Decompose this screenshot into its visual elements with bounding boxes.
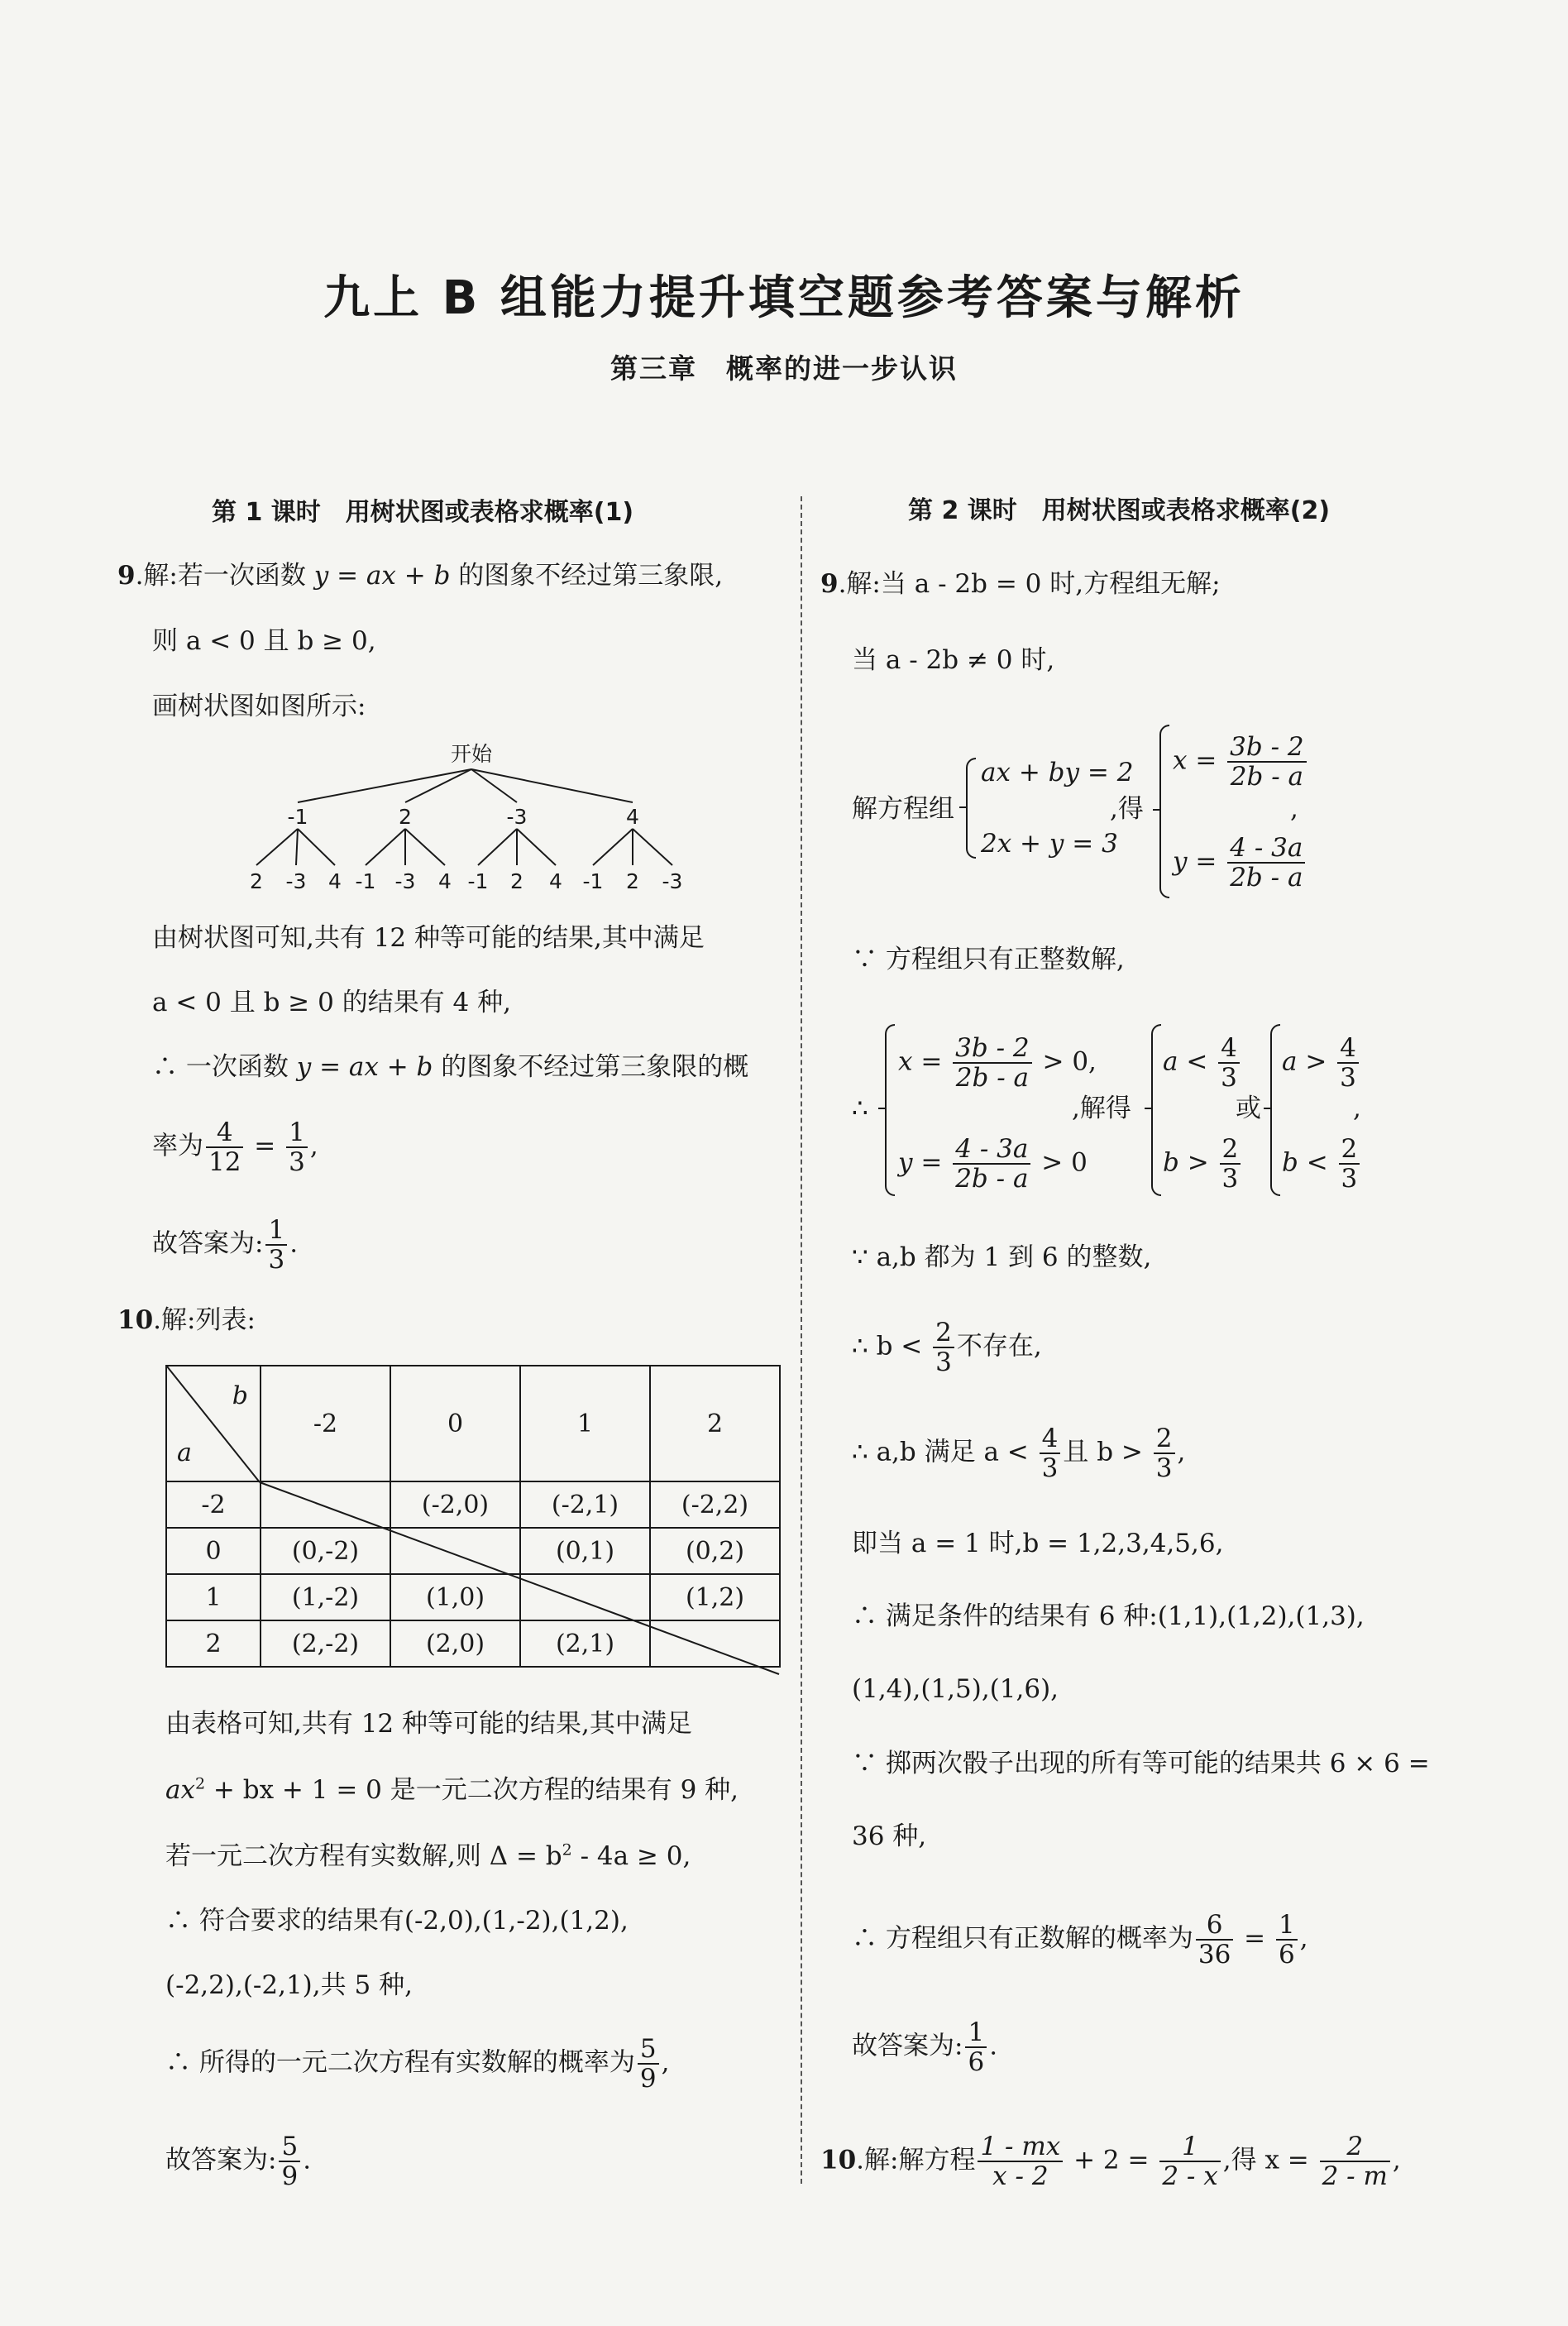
text: ,	[1353, 1094, 1361, 1123]
right-q9-line14	[852, 1911, 1308, 1969]
text: ∴	[852, 1094, 868, 1123]
left-q9-line5: a < 0 且 b ≥ 0 的结果有 4 种,	[152, 988, 511, 1017]
left-q10-line8	[165, 2132, 311, 2190]
case-1-a: a < $\frac{4}{3}$	[1163, 1034, 1242, 1092]
text: =	[246, 1131, 284, 1161]
fraction: $\frac{1}{6}$	[965, 2018, 987, 2076]
tree-node-l1: -3	[506, 805, 528, 829]
right-q9-line12: ∵ 掷两次骰子出现的所有等可能的结果共 6 × 6 =	[852, 1749, 1430, 1778]
text: 故答案为:	[152, 1228, 264, 1259]
table-cell: (1,-2)	[261, 1574, 390, 1620]
table-row-header: -2	[166, 1481, 261, 1528]
chapter-title: 第三章 概率的进一步认识	[610, 352, 958, 385]
question-number: 9	[820, 569, 839, 599]
left-brace	[1270, 1024, 1280, 1196]
left-section-title: 第 1 课时 用树状图或表格求概率(1)	[212, 498, 634, 527]
right-q9-line15	[852, 2018, 997, 2076]
fraction: $\frac{1}{6}$	[1276, 1911, 1298, 1969]
right-q9-line6: ∵ a,b 都为 1 到 6 的整数,	[852, 1242, 1152, 1272]
formula: y = ax + b	[313, 561, 451, 591]
left-q10-line6: (-2,2),(-2,1),共 5 种,	[165, 1970, 413, 2000]
text: ∴ 一次函数	[152, 1052, 297, 1082]
equation: ax + by = 2	[981, 758, 1134, 787]
text: ,	[1392, 2145, 1401, 2175]
fraction: $\frac{1}{3}$	[286, 1118, 308, 1176]
table-col-header: -2	[261, 1366, 390, 1481]
right-q9-line8	[852, 1424, 1185, 1482]
solution-y: y = $\frac{4 - 3a}{2b - a}$	[1173, 834, 1307, 892]
right-section-title: 第 2 课时 用树状图或表格求概率(2)	[908, 496, 1331, 525]
left-q9-line3: 画树状图如图所示:	[152, 692, 366, 721]
text: .解:当 a - 2b = 0 时,方程组无解;	[838, 569, 1221, 599]
tree-node-l1: 2	[399, 805, 412, 829]
text: ,	[309, 1131, 318, 1161]
right-q9-line3-label: 解方程组	[852, 794, 954, 824]
text: ,	[1299, 1923, 1308, 1954]
text: ,	[1177, 1437, 1186, 1467]
table-cell: (-2,0)	[390, 1481, 520, 1528]
formula: ax	[165, 1775, 195, 1805]
tree-leaf: -1	[355, 869, 376, 893]
fraction: $\frac{5}{9}$	[279, 2132, 300, 2190]
table-cell: (0,2)	[650, 1528, 780, 1574]
right-q9-line10: ∴ 满足条件的结果有 6 种:(1,1),(1,2),(1,3),	[852, 1601, 1365, 1631]
left-q10-line7	[165, 2035, 669, 2093]
text: 的图象不经过第三象限的概	[433, 1052, 749, 1082]
fraction: $\frac{4}{12}$	[206, 1118, 243, 1176]
table-cell: (2,-2)	[261, 1620, 390, 1667]
right-q9-line9: 即当 a = 1 时,b = 1,2,3,4,5,6,	[852, 1529, 1224, 1558]
table-diagonals	[165, 1365, 781, 1676]
text: - 4a ≥ 0,	[571, 1841, 691, 1871]
right-q9-line11: (1,4),(1,5),(1,6),	[852, 1674, 1059, 1704]
text: .解:列表:	[153, 1305, 256, 1335]
text: .	[989, 2031, 998, 2061]
left-brace	[1151, 1024, 1161, 1196]
tree-leaf: -1	[582, 869, 604, 893]
right-q10-line1	[820, 2132, 1401, 2190]
inequality-x: x = $\frac{3b - 2}{2b - a}$ > 0,	[898, 1033, 1097, 1094]
table-cell: (-2,2)	[650, 1481, 780, 1528]
formula: y = ax + b	[296, 1052, 433, 1082]
question-number: 10	[117, 1305, 154, 1335]
text: + bx + 1 = 0 是一元二次方程的结果有 9 种,	[205, 1775, 739, 1805]
case-1-b: b > $\frac{2}{3}$	[1163, 1135, 1243, 1193]
brace-point	[878, 1108, 885, 1109]
table-cell: (2,1)	[520, 1620, 650, 1667]
text: 的图象不经过第三象限,	[450, 561, 724, 591]
text: .解:解方程	[856, 2145, 976, 2175]
left-q9-line4: 由树状图可知,共有 12 种等可能的结果,其中满足	[152, 923, 705, 953]
case-2-b: b < $\frac{2}{3}$	[1282, 1135, 1362, 1193]
text: =	[1236, 1923, 1274, 1954]
text: .	[289, 1228, 299, 1259]
table-cell: (1,0)	[390, 1574, 520, 1620]
table-col-header: 2	[650, 1366, 780, 1481]
corner-a: a	[177, 1438, 192, 1467]
left-q10-line5: ∴ 符合要求的结果有(-2,0),(1,-2),(1,2),	[165, 1906, 629, 1936]
brace-point	[1264, 1108, 1270, 1109]
right-q9-line4: ∵ 方程组只有正整数解,	[852, 945, 1125, 974]
tree-node-l1: 4	[626, 805, 639, 829]
tree-leaf: 4	[328, 869, 342, 893]
fraction: $\frac{2}{3}$	[1154, 1424, 1175, 1482]
table-cell: (0,1)	[520, 1528, 650, 1574]
column-divider	[801, 496, 802, 2184]
text: ,	[661, 2047, 670, 2078]
text: 或	[1236, 1094, 1261, 1123]
text: .解:若一次函数	[135, 561, 314, 591]
tree-node-l1: -1	[287, 805, 308, 829]
table-cell: (-2,1)	[520, 1481, 650, 1528]
tree-leaf: 2	[510, 869, 523, 893]
tree-leaf: 2	[250, 869, 263, 893]
fraction: $\frac{4}{3}$	[1040, 1424, 1061, 1482]
left-brace	[1159, 725, 1169, 898]
fraction: $\frac{1}{3}$	[265, 1216, 287, 1274]
exponent: 2	[194, 1774, 206, 1793]
table-cell: (1,2)	[650, 1574, 780, 1620]
text: 故答案为:	[852, 2031, 963, 2061]
text: 率为	[152, 1131, 203, 1161]
left-brace	[966, 758, 976, 859]
table-row-header: 1	[166, 1574, 261, 1620]
text: 若一元二次方程有实数解,则 Δ = b	[165, 1841, 562, 1871]
tree-leaf: 4	[438, 869, 452, 893]
text: 且 b >	[1063, 1437, 1151, 1467]
equation: 2x + y = 3	[981, 829, 1118, 859]
fraction: $\frac{2}{2 - m}$	[1320, 2132, 1390, 2190]
brace-point	[1153, 809, 1159, 811]
tree-leaf: 4	[549, 869, 562, 893]
text: .	[303, 2145, 312, 2175]
fraction: $\frac{5}{9}$	[638, 2035, 659, 2093]
text: ,得	[1110, 794, 1144, 824]
text: + 2 =	[1065, 2145, 1158, 2175]
case-2-a: a > $\frac{4}{3}$	[1282, 1034, 1361, 1092]
tree-leaf: 2	[626, 869, 639, 893]
corner-b: b	[232, 1381, 248, 1410]
brace-point	[959, 806, 966, 808]
left-brace	[885, 1024, 895, 1196]
tree-diagram	[232, 735, 728, 900]
text: ∴ b <	[852, 1331, 931, 1362]
question-number: 10	[820, 2145, 857, 2175]
table-row-header: 2	[166, 1620, 261, 1667]
fraction: $\frac{1 - mx}{x - 2}$	[978, 2132, 1063, 2190]
question-number: 9	[117, 561, 136, 591]
table-col-header: 0	[390, 1366, 520, 1481]
text: ∴ 方程组只有正数解的概率为	[852, 1923, 1193, 1954]
brace-point	[1145, 1108, 1151, 1109]
left-q9-line6	[152, 1051, 748, 1084]
left-q10-line4	[165, 1840, 691, 1873]
left-q9-line8	[152, 1216, 298, 1274]
tree-root: 开始	[450, 742, 493, 766]
left-q9-line7	[152, 1118, 318, 1176]
tree-leaf: -1	[467, 869, 489, 893]
fraction: $\frac{6}{36}$	[1196, 1911, 1233, 1969]
fraction: $\frac{2}{3}$	[933, 1319, 954, 1376]
solution-x: x = $\frac{3b - 2}{2b - a}$	[1173, 733, 1309, 791]
table-cell: (2,0)	[390, 1620, 520, 1667]
text: ,得 x =	[1222, 2145, 1317, 2175]
right-q9-line2: 当 a - 2b ≠ 0 时,	[852, 645, 1055, 675]
exponent: 2	[562, 1840, 572, 1859]
text: ∴ a,b 满足 a <	[852, 1437, 1037, 1467]
text: 故答案为:	[165, 2145, 277, 2175]
text: ,解得	[1072, 1094, 1131, 1123]
table-col-header: 1	[520, 1366, 650, 1481]
tree-leaf: -3	[285, 869, 307, 893]
right-q9-line7	[852, 1319, 1042, 1376]
left-q10-line1	[117, 1304, 256, 1337]
inequality-y: y = $\frac{4 - 3a}{2b - a}$ > 0	[898, 1134, 1088, 1194]
right-q9-line13: 36 种,	[852, 1821, 927, 1851]
table-row-header: 0	[166, 1528, 261, 1574]
left-q9-line2: 则 a < 0 且 b ≥ 0,	[152, 626, 376, 656]
text: ,	[1290, 794, 1298, 824]
fraction: $\frac{1}{2 - x}$	[1159, 2132, 1220, 2190]
text: 不存在,	[956, 1331, 1042, 1362]
text: ∴ 所得的一元二次方程有实数解的概率为	[165, 2047, 635, 2078]
left-q10-line3	[165, 1773, 739, 1807]
right-q9-line1	[820, 567, 1221, 601]
left-q9-line1	[117, 559, 723, 592]
tree-leaf: -3	[394, 869, 416, 893]
tree-leaf: -3	[662, 869, 683, 893]
page-title: 九上 B 组能力提升填空题参考答案与解析	[323, 271, 1245, 325]
table-cell: (0,-2)	[261, 1528, 390, 1574]
left-q10-line2: 由表格可知,共有 12 种等可能的结果,其中满足	[165, 1709, 692, 1739]
